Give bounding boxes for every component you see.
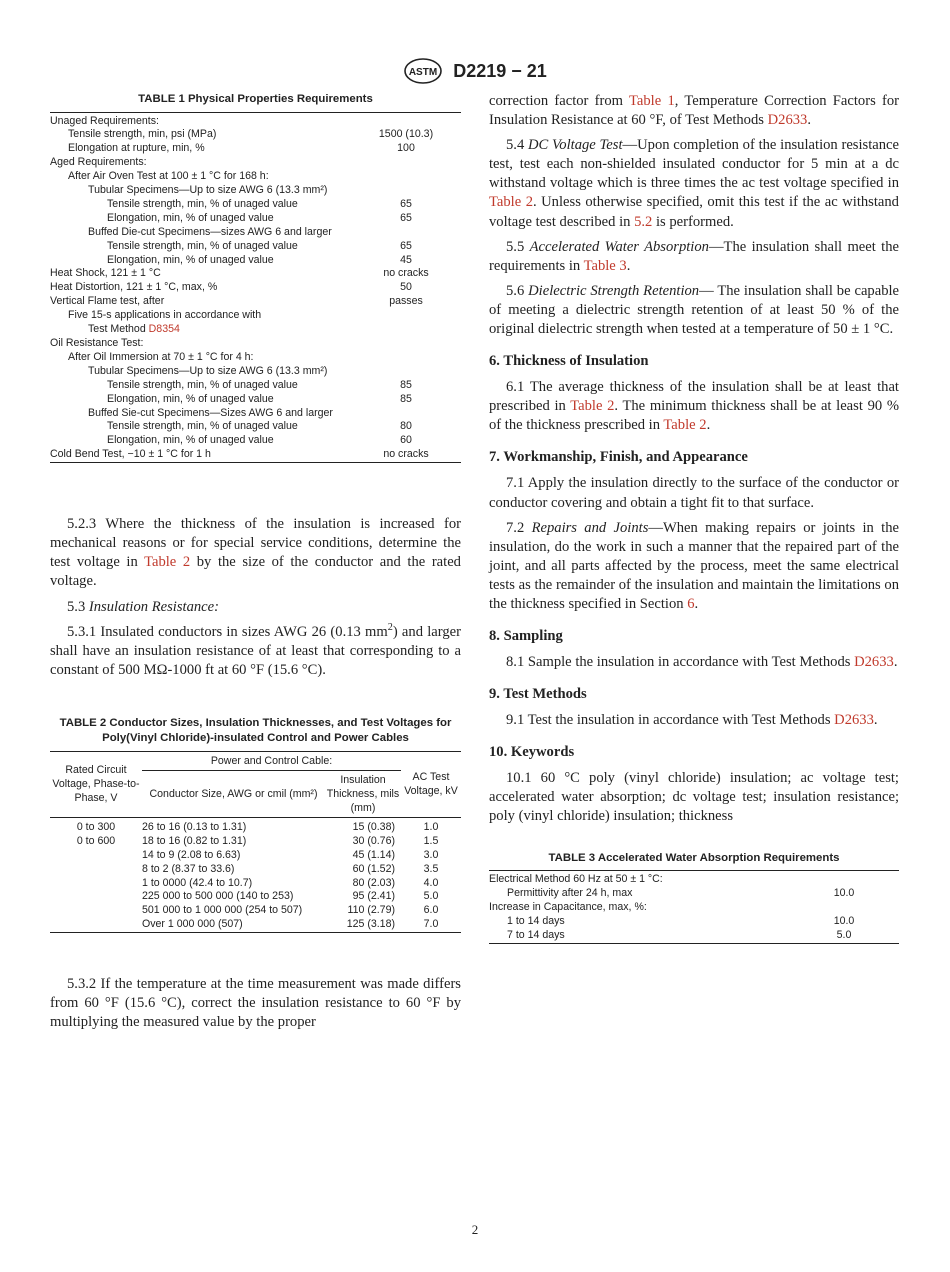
row-value: 80 (400, 420, 412, 433)
right-column (489, 92, 899, 944)
cell-rated (50, 863, 142, 877)
cell-rated: 0 to 600 (76, 834, 116, 847)
table-row (50, 128, 461, 142)
link-table2[interactable]: Table 2 (663, 417, 707, 434)
row-label: Elongation, min, % of unaged value (107, 392, 274, 405)
cell-size: 18 to 16 (0.82 to 1.31) (142, 834, 247, 847)
cell-size: Over 1 000 000 (507) (142, 918, 243, 931)
para-5-5: 5.5 Accelerated Water Absorption—The insulation shall meet the requirements in Table 3. (489, 238, 899, 274)
cell-ac: 1.5 (423, 834, 439, 847)
section-9-heading: 9. Test Methods (489, 686, 587, 703)
link-d2633[interactable]: D2633 (834, 712, 874, 729)
row-value (351, 407, 461, 421)
row-value (351, 337, 461, 351)
table2-caption: TABLE 2 Conductor Sizes, Insulation Thicknesses, and Test Voltages for Poly(Vinyl Chloride)-insulated Control and Power Cables (59, 716, 452, 745)
cell-size: 1 to 0000 (42.4 to 10.7) (142, 876, 253, 889)
cell-thick: 30 (0.76) (352, 834, 395, 847)
table-row (489, 901, 899, 915)
table-row (50, 379, 461, 393)
row-label: Test Method D8354 (88, 323, 180, 336)
row-label: Oil Resistance Test: (50, 337, 144, 349)
table-row (50, 918, 461, 932)
row-value (789, 901, 899, 915)
link-d8354[interactable]: D8354 (148, 323, 180, 336)
row-label: Buffed Die-cut Specimens—sizes AWG 6 and larger (88, 225, 332, 238)
table-row (50, 198, 461, 212)
row-label: After Oil Immersion at 70 ± 1 °C for 4 h: (68, 350, 254, 363)
para-continued: correction factor from Table 1, Temperature Correction Factors for Insulation Resistance at 60 °F, of Test Methods D2633. (489, 93, 899, 129)
cell-ac: 7.0 (423, 918, 439, 931)
row-value (351, 170, 461, 184)
table-row (50, 835, 461, 849)
row-value (351, 184, 461, 198)
table2 (50, 751, 461, 933)
row-label: Aged Requirements: (50, 156, 147, 169)
cell-thick: 60 (1.52) (352, 862, 395, 875)
link-table3[interactable]: Table 3 (583, 257, 627, 274)
cell-size: 14 to 9 (2.08 to 6.63) (142, 848, 241, 861)
row-label: 1 to 14 days (507, 914, 565, 927)
table-row (50, 254, 461, 268)
row-label: Elongation at rupture, min, % (68, 142, 205, 155)
cell-thick: 95 (2.41) (352, 890, 395, 903)
para-9-1: 9.1 Test the insulation in accordance with Test Methods D2633. (506, 712, 878, 729)
row-value: 65 (400, 197, 412, 210)
table-row (50, 863, 461, 877)
table3-caption: TABLE 3 Accelerated Water Absorption Requirements (548, 851, 840, 864)
table-row (50, 212, 461, 226)
row-label: Tubular Specimens—Up to size AWG 6 (13.3 mm²) (88, 364, 328, 377)
table-row (50, 448, 461, 462)
row-label: Cold Bend Test, −10 ± 1 °C for 1 h (50, 448, 211, 461)
link-5-2[interactable]: 5.2 (634, 213, 653, 230)
table-row (489, 871, 899, 887)
table-row (489, 887, 899, 901)
section-8-heading: 8. Sampling (489, 628, 563, 645)
table-row (50, 904, 461, 918)
table-row (50, 890, 461, 904)
cell-ac: 3.5 (423, 862, 439, 875)
cell-ac: 3.0 (423, 848, 439, 861)
row-label: Unaged Requirements: (50, 114, 159, 127)
logo-text: ASTM (409, 67, 438, 78)
row-label: Electrical Method 60 Hz at 50 ± 1 °C: (489, 873, 663, 886)
table3 (489, 870, 899, 944)
table1 (50, 112, 461, 464)
row-value: 65 (400, 239, 412, 252)
row-label: Heat Distortion, 121 ± 1 °C, max, % (50, 281, 218, 294)
table-row (50, 170, 461, 184)
link-table2[interactable]: Table 2 (489, 194, 533, 211)
row-label: Tensile strength, min, psi (MPa) (68, 128, 217, 141)
table1-caption: TABLE 1 Physical Properties Requirements (138, 93, 373, 105)
row-value: 85 (400, 378, 412, 391)
table-row (50, 337, 461, 351)
row-label: Tensile strength, min, % of unaged value (107, 239, 298, 252)
table-row (50, 112, 461, 128)
row-value: 85 (400, 392, 412, 405)
para-8-1: 8.1 Sample the insulation in accordance with Test Methods D2633. (506, 654, 898, 671)
row-value: 10.0 (833, 886, 855, 899)
cell-thick: 125 (3.18) (346, 918, 395, 931)
cell-size: 8 to 2 (8.37 to 33.6) (142, 862, 235, 875)
table-row (50, 267, 461, 281)
cell-thick: 15 (0.38) (352, 820, 395, 833)
cell-size: 225 000 to 500 000 (140 to 253) (142, 890, 294, 903)
row-value (789, 871, 899, 887)
t2-header-size: Conductor Size, AWG or cmil (mm²) (142, 770, 325, 817)
para-5-4: 5.4 DC Voltage Test—Upon completion of the insulation resistance test, test each non-shielded insulated conductor for 5 min at a dc withstand voltage which is three times the ac test voltage specified in Table 2. Unless otherwise specified, omit this test if the ac withstand voltage test described in 5.2 is performed. (489, 137, 899, 230)
table-row (50, 295, 461, 309)
cell-thick: 45 (1.14) (352, 848, 395, 861)
row-value: 100 (397, 142, 415, 155)
table-row (489, 915, 899, 929)
cell-ac: 4.0 (423, 876, 439, 889)
row-value: 50 (400, 281, 412, 294)
table-row (50, 281, 461, 295)
para-5-3: 5.3 Insulation Resistance: (67, 598, 219, 615)
row-label: Heat Shock, 121 ± 1 °C (50, 267, 161, 280)
t2-header-rated: Rated Circuit Voltage, Phase-to-Phase, V (50, 751, 142, 817)
cell-ac: 1.0 (423, 820, 439, 833)
row-value: 10.0 (833, 914, 855, 927)
section-6-heading: 6. Thickness of Insulation (489, 353, 649, 370)
row-value (351, 226, 461, 240)
row-value (351, 309, 461, 323)
row-label: Elongation, min, % of unaged value (107, 211, 274, 224)
row-value: 1500 (10.3) (378, 128, 434, 141)
cell-thick: 80 (2.03) (352, 876, 395, 889)
row-value: 60 (400, 434, 412, 447)
row-value (351, 323, 461, 337)
t2-header-thick: Insulation Thickness, mils (mm) (325, 770, 401, 817)
table-row (50, 142, 461, 156)
row-label: Vertical Flame test, after (50, 295, 165, 308)
row-label: Tensile strength, min, % of unaged value (107, 420, 298, 433)
link-table1[interactable]: Table 1 (629, 93, 675, 109)
left-column (50, 92, 461, 1038)
table-row (50, 817, 461, 834)
row-label: Buffed Sie-cut Specimens—Sizes AWG 6 and larger (88, 406, 333, 419)
table-row (50, 323, 461, 337)
row-label: Increase in Capacitance, max, %: (489, 900, 647, 913)
cell-rated (50, 877, 142, 891)
section-10-heading: 10. Keywords (489, 744, 575, 761)
para-5-3-2: 5.3.2 If the temperature at the time measurement was made differs from 60 °F (15.6 °C), correct the insulation resistance to 60 °F by multiplying the measured value by the proper (50, 976, 461, 1031)
row-label: Tubular Specimens—Up to size AWG 6 (13.3 mm²) (88, 184, 328, 197)
cell-rated (50, 849, 142, 863)
row-value (351, 351, 461, 365)
row-label: After Air Oven Test at 100 ± 1 °C for 168 h: (68, 170, 269, 183)
para-10-1: 10.1 60 °C poly (vinyl chloride) insulation; ac voltage test; accelerated water absorption; dc voltage test; insulation resistance; poly (vinyl chloride) insulation; thickness (489, 770, 899, 825)
page-header (0, 58, 950, 84)
row-label: 7 to 14 days (507, 928, 565, 941)
cell-thick: 110 (2.79) (347, 904, 395, 917)
astm-logo-icon (403, 58, 443, 84)
designation: D2219 − 21 (453, 60, 547, 81)
table-row (50, 351, 461, 365)
row-value: 45 (400, 253, 412, 266)
row-value: passes (389, 295, 423, 308)
row-label: Tensile strength, min, % of unaged value (107, 197, 298, 210)
table-row (50, 393, 461, 407)
row-label: Five 15-s applications in accordance with (68, 309, 262, 322)
table-row (50, 434, 461, 448)
page-number: 2 (471, 1222, 479, 1237)
row-value (351, 156, 461, 170)
row-value: 5.0 (836, 928, 852, 941)
row-value: no cracks (383, 267, 429, 280)
table-row (50, 365, 461, 379)
t2-header-ac: AC Test Voltage, kV (401, 751, 461, 817)
section-7-heading: 7. Workmanship, Finish, and Appearance (489, 449, 748, 466)
para-5-3-1: 5.3.1 Insulated conductors in sizes AWG 26 (0.13 $mm^2$) and larger shall have an insulation resistance of at least that corresponding to a constant of 500 MΩ-1000 ft at 60 °F (15.6 °C). (50, 621, 461, 678)
para-7-2: 7.2 Repairs and Joints—When making repairs or joints in the insulation, do the work in such a manner that the repaired part of the joint, and all parts affected by the process, meet the same electrical tests as the remainder of the insulation and maintain the limitations on the thickness specified in Section 6. (489, 519, 899, 612)
cell-rated (50, 890, 142, 904)
table-row (50, 877, 461, 891)
link-table2[interactable]: Table 2 (144, 554, 191, 571)
row-label: Permittivity after 24 h, max (507, 886, 633, 899)
row-value: no cracks (383, 448, 429, 461)
row-label: Elongation, min, % of unaged value (107, 253, 274, 266)
row-value (351, 112, 461, 128)
para-5-2-3: 5.2.3 Where the thickness of the insulation is increased for mechanical reasons or for special service conditions, determine the test voltage in Table 2 by the size of the conductor and the rated voltage. (50, 516, 461, 590)
cell-size: 501 000 to 1 000 000 (254 to 507) (142, 904, 303, 917)
cell-size: 26 to 16 (0.13 to 1.31) (142, 820, 247, 833)
table-row (489, 929, 899, 943)
cell-ac: 6.0 (423, 904, 439, 917)
table-row (50, 156, 461, 170)
cell-ac: 5.0 (423, 890, 439, 903)
row-label: Tensile strength, min, % of unaged value (107, 378, 298, 391)
table-row (50, 309, 461, 323)
link-d2633[interactable]: D2633 (767, 112, 808, 129)
table-row (50, 240, 461, 254)
table-row (50, 849, 461, 863)
para-5-6: 5.6 Dielectric Strength Retention— The insulation shall be capable of meeting a dielectric strength retention of at least 50 % of the original dielectric strength when tested at a temperature of 50 ± 1 °C. (489, 282, 900, 338)
para-7-1: 7.1 Apply the insulation directly to the surface of the conductor or conductor covering and obtain a tight fit to that surface. (489, 475, 899, 511)
link-d2633[interactable]: D2633 (854, 654, 894, 671)
table-row (50, 184, 461, 198)
table-row (50, 420, 461, 434)
cell-rated (50, 918, 142, 932)
row-label: Elongation, min, % of unaged value (107, 434, 274, 447)
table-row (50, 226, 461, 240)
table-row (50, 407, 461, 421)
row-value (351, 365, 461, 379)
t2-header-group: Power and Control Cable: (142, 751, 401, 770)
link-section-6[interactable]: 6 (687, 595, 695, 612)
cell-rated (50, 904, 142, 918)
cell-rated: 0 to 300 (76, 820, 116, 833)
link-table2[interactable]: Table 2 (570, 398, 615, 415)
para-6-1: 6.1 The average thickness of the insulation shall be at least that prescribed in Table 2. The minimum thickness shall be at least 90 % of the thickness prescribed in Table 2. (489, 379, 899, 434)
row-value: 65 (400, 211, 412, 224)
